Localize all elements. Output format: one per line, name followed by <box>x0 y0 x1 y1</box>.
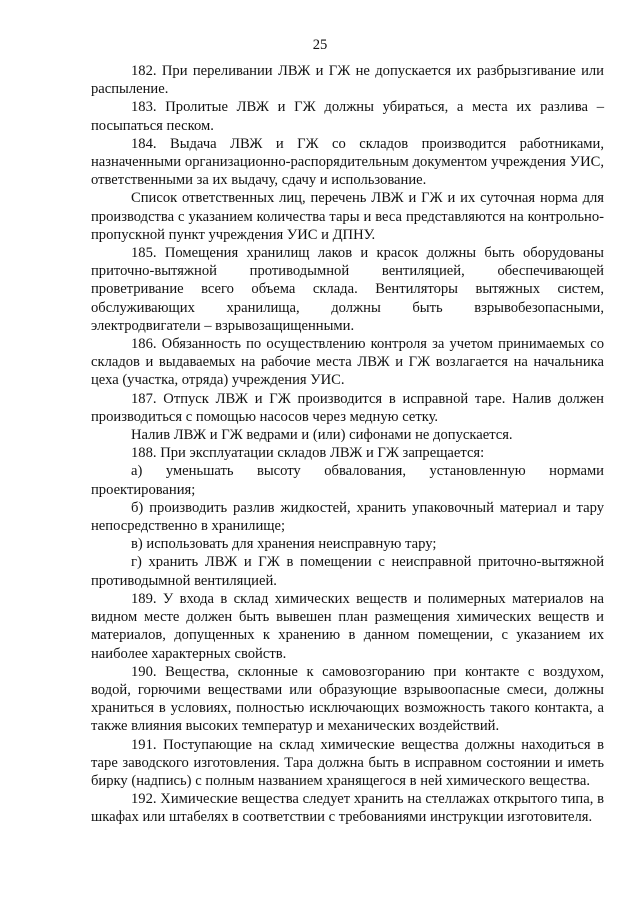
page-number: 25 <box>312 37 328 53</box>
paragraph-184: 184. Выдача ЛВЖ и ГЖ со складов производится работниками, назначенными организационно-распорядительным документом учреждения УИС, ответственными за их выдачу, сдачу и использование. <box>91 135 604 189</box>
paragraph-190: 190. Вещества, склонные к самовозгоранию при контакте с воздухом, водой, горючими веществами или образующие взрывоопасные смеси, должны храниться в условиях, полностью исключающих возможность такого контакта, а также влияния высоких температур и механических воздействий. <box>91 663 604 735</box>
document-body <box>91 62 604 827</box>
paragraph-186: 186. Обязанность по осуществлению контроля за учетом принимаемых со складов и выдаваемых на рабочие места ЛВЖ и ГЖ возлагается на начальника цеха (участка, отряда) учреждения УИС. <box>91 336 604 389</box>
paragraph-188-b: б) производить разлив жидкостей, хранить упаковочный материал и тару непосредственно в хранилище; <box>91 499 604 535</box>
paragraph-189: 189. У входа в склад химических веществ и полимерных материалов на видном месте должен быть вывешен план размещения химических веществ и материалов, допущенных к хранению в данном помещении, с указанием их наиболее характерных свойств. <box>91 590 604 662</box>
paragraph-185: 185. Помещения хранилищ лаков и красок должны быть оборудованы приточно-вытяжной противодымной вентиляцией, обеспечивающей проветривание всего объема склада. Вентиляторы вытяжных систем, обслуживающих хранилища, должны быть взрывобезопасными, электродвигатели – взрывозащищенными. <box>91 245 604 334</box>
paragraph-188-a: а) уменьшать высоту обвалования, установленную нормами проектирования; <box>91 463 604 498</box>
paragraph-187: 187. Отпуск ЛВЖ и ГЖ производится в исправной таре. Налив должен производиться с помощью насосов через медную сетку. <box>91 390 604 425</box>
paragraph-187-note: Налив ЛВЖ и ГЖ ведрами и (или) сифонами не допускается. <box>131 427 513 444</box>
paragraph-188-g: г) хранить ЛВЖ и ГЖ в помещении с неисправной приточно-вытяжной противодымной вентиляцией. <box>91 554 604 589</box>
paragraph-182: 182. При переливании ЛВЖ и ГЖ не допускается их разбрызгивание или распыление. <box>91 63 604 98</box>
paragraph-183: 183. Пролитые ЛВЖ и ГЖ должны убираться, а места их разлива – посыпаться песком. <box>91 99 604 134</box>
paragraph-188: 188. При эксплуатации складов ЛВЖ и ГЖ запрещается: <box>131 445 485 462</box>
paragraph-184-list: Список ответственных лиц, перечень ЛВЖ и ГЖ и их суточная норма для производства с указанием количества тары и веса представляются на контрольно-пропускной пункт учреждения УИС и ДПНУ. <box>91 190 604 243</box>
paragraph-192: 192. Химические вещества следует хранить на стеллажах открытого типа, в шкафах или штабелях в соответствии с требованиями инструкции изготовителя. <box>91 791 604 826</box>
paragraph-191: 191. Поступающие на склад химические вещества должны находиться в таре заводского изготовления. Тара должна быть в исправном состоянии и иметь бирку (надпись) с полным названием хранящегося в ней химического вещества. <box>91 736 604 789</box>
paragraph-188-v: в) использовать для хранения неисправную тару; <box>131 536 437 553</box>
